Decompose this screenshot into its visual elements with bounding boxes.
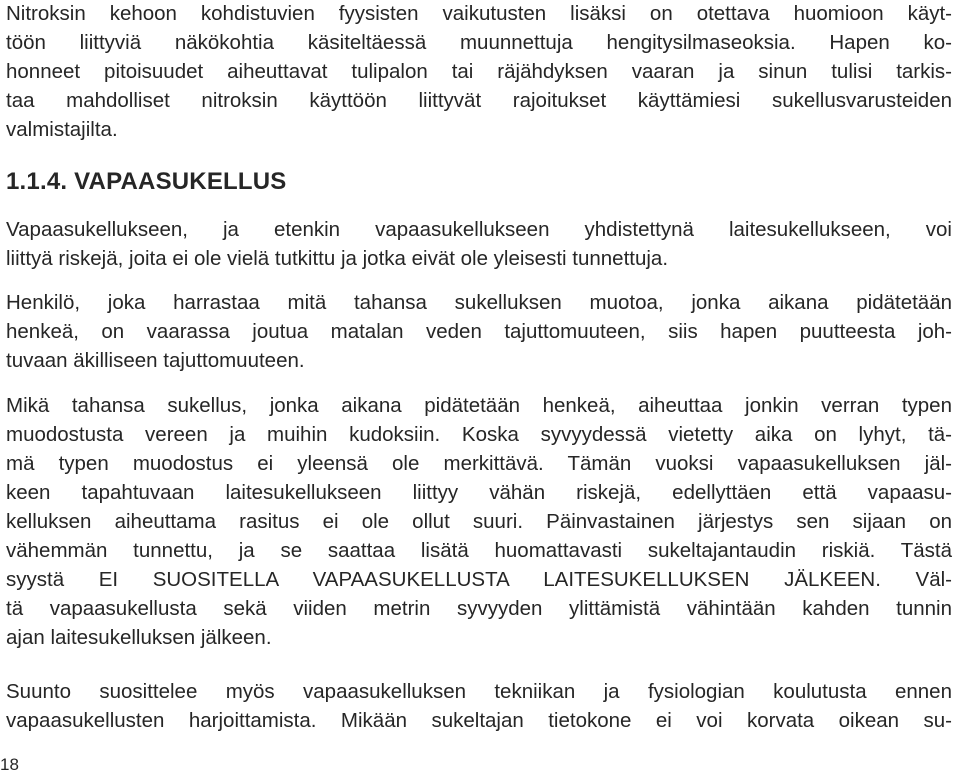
paragraph-nitrox-considerations [6, 0, 952, 144]
text-line: taa mahdolliset nitroksin käyttöön liittyvät rajoitukset käyttämiesi sukellusvarusteiden [6, 89, 952, 112]
text-line: liittyä riskejä, joita ei ole vielä tutkittu ja jotka eivät ole yleisesti tunnettuja. [6, 247, 669, 270]
text-line: muodostusta vereen ja muihin kudoksiin. Koska syvyydessä vietetty aika on lyhyt, tä- [6, 423, 952, 446]
text-line: tuvaan äkilliseen tajuttomuuteen. [6, 349, 305, 372]
paragraph-nitrogen-loading [6, 391, 952, 652]
text-line: Mikä tahansa sukellus, jonka aikana pidätetään henkeä, aiheuttaa jonkin verran typen [6, 394, 952, 417]
page-number: 18 [0, 755, 19, 774]
text-line: Henkilö, joka harrastaa mitä tahansa sukelluksen muotoa, jonka aikana pidätetään [6, 291, 952, 314]
text-line: Vapaasukellukseen, ja etenkin vapaasukellukseen yhdistettynä laitesukellukseen, voi [6, 218, 952, 241]
text-line: kelluksen aiheuttama rasitus ei ole ollut suuri. Päinvastainen järjestys sen sijaan on [6, 510, 952, 533]
text-line: vapaasukellusten harjoittamista. Mikään sukeltajan tietokone ei voi korvata oikean su- [6, 709, 952, 732]
paragraph-training-recommendation [6, 677, 952, 735]
text-line: honneet pitoisuudet aiheuttavat tulipalon tai räjähdyksen vaaran ja sinun tulisi tarkis- [6, 60, 952, 83]
paragraph-shallow-water-blackout [6, 288, 952, 375]
text-line: ajan laitesukelluksen jälkeen. [6, 626, 272, 649]
text-line: vähemmän tunnettu, ja se saattaa lisätä huomattavasti sukeltajantaudin riskiä. Tästä [6, 539, 952, 562]
text-line: henkeä, on vaarassa joutua matalan veden tajuttomuuteen, siis hapen puutteesta joh- [6, 320, 952, 343]
paragraph-freediving-risks [6, 215, 952, 273]
text-line: Nitroksin kehoon kohdistuvien fyysisten vaikutusten lisäksi on otettava huomioon käyt- [6, 2, 952, 25]
text-line: mä typen muodostus ei yleensä ole merkittävä. Tämän vuoksi vapaasukelluksen jäl- [6, 452, 952, 475]
text-line: tä vapaasukellusta sekä viiden metrin syvyyden ylittämistä vähintään kahden tunnin [6, 597, 952, 620]
text-line: keen tapahtuvaan laitesukellukseen liittyy vähän riskejä, edellyttäen että vapaasu- [6, 481, 952, 504]
text-line: valmistajilta. [6, 118, 118, 141]
section-heading: 1.1.4. VAPAASUKELLUS [6, 168, 287, 195]
text-line: töön liittyviä näkökohtia käsiteltäessä muunnettuja hengitysilmaseoksia. Hapen ko- [6, 31, 952, 54]
text-line: syystä EI SUOSITELLA VAPAASUKELLUSTA LAITESUKELLUKSEN JÄLKEEN. Väl- [6, 568, 952, 591]
text-line: Suunto suosittelee myös vapaasukelluksen tekniikan ja fysiologian koulutusta ennen [6, 680, 952, 703]
